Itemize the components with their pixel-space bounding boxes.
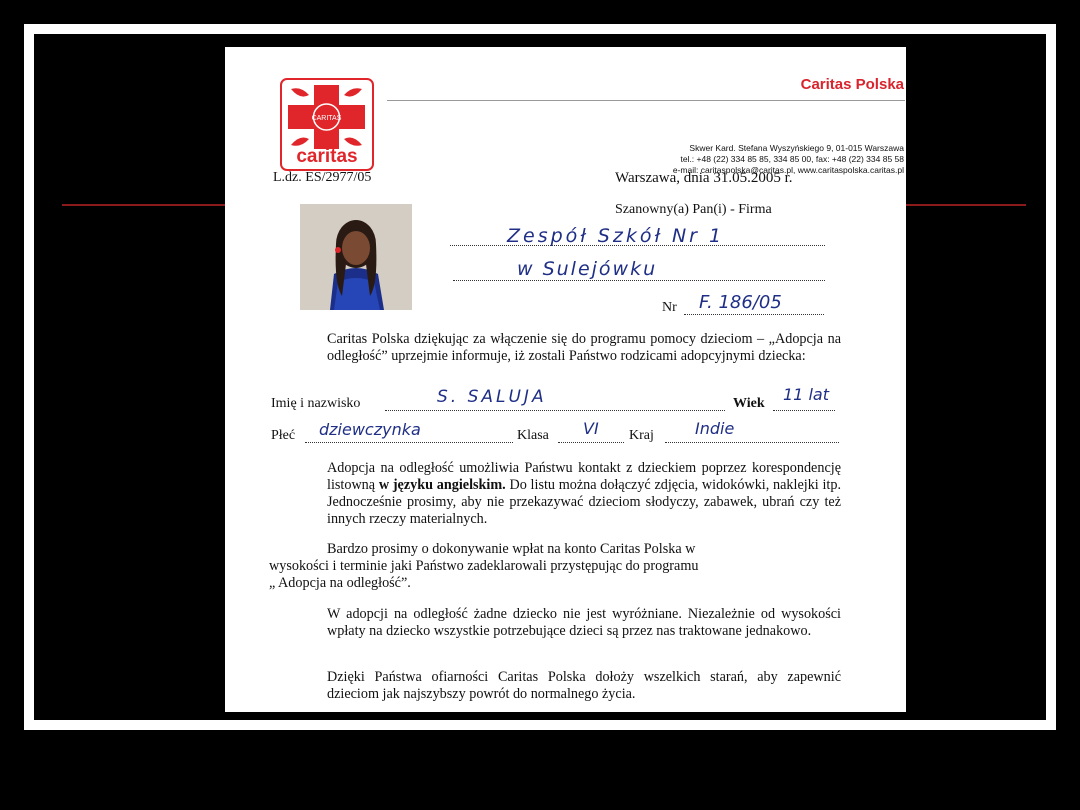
salutation: Szanowny(a) Pan(i) - Firma — [615, 202, 772, 217]
child-age: 11 lat — [783, 385, 829, 404]
payments-paragraph — [269, 541, 841, 592]
header-rule — [387, 100, 905, 101]
p4-text: W adopcji na odległość żadne dziecko nie jest wyróżniane. Niezależnie od wysokości wpłaty na dziecko wszystkie potrzebujące dzieci są przez nas traktowane jednakowo. — [327, 606, 841, 639]
address-line-2: tel.: +48 (22) 334 85 85, 334 85 00, fax: +48 (22) 334 85 58 — [680, 154, 904, 164]
child-class: VI — [583, 419, 599, 438]
closing-paragraph — [269, 669, 841, 703]
age-dots — [773, 409, 835, 411]
p5-text: Dzięki Państwa ofiarności Caritas Polska dołoży wszelkich starań, aby zapewnić dzieciom jak najszybszy powrót do normalnego życia. — [327, 669, 841, 702]
nr-value: F. 186/05 — [699, 292, 782, 313]
p2-text-end: Do listu można dołączyć zdjęcia, widokówki, naklejki itp. Jednocześnie prosimy, aby nie przekazywać dzieciom słodyczy, zabawek, ubrań czy też innych rzeczy materialnych. — [327, 477, 842, 527]
equality-paragraph — [269, 606, 841, 640]
nr-label: Nr — [662, 300, 677, 315]
country-dots — [665, 441, 839, 443]
intro-paragraph — [269, 331, 841, 365]
caritas-logo — [280, 78, 374, 171]
intro-text: Caritas Polska dziękując za włączenie się do programu pomocy dzieciom – „Adopcja na odległość” uprzejmie informuje, iż zostali Państwo rodzicami adopcyjnymi dziecka: — [327, 331, 841, 364]
country-label: Kraj — [629, 428, 654, 443]
name-dots — [385, 409, 725, 411]
name-label: Imię i nazwisko — [271, 396, 361, 411]
child-name: S. SALUJA — [437, 387, 547, 407]
svg-text:CARITAS: CARITAS — [311, 115, 342, 122]
sex-dots — [305, 441, 513, 443]
decorative-red-line-left — [62, 204, 232, 206]
class-dots — [558, 441, 624, 443]
nr-dots — [684, 313, 824, 315]
p3-line-1: Bardzo prosimy o dokonywanie wpłat na konto Caritas Polska w — [327, 541, 696, 557]
reference-number: L.dz. ES/2977/05 — [273, 170, 372, 185]
sex-label: Płeć — [271, 428, 296, 443]
child-photo — [300, 204, 412, 310]
letter-date: Warszawa, dnia 31.05.2005 r. — [615, 170, 793, 186]
p2-text-start: Adopcja na odległość umożliwia Państwu kontakt z dzieckiem poprzez korespondencję listowną — [327, 460, 841, 493]
address-line-3: e-mail: caritaspolska@caritas.pl, www.caritaspolska.caritas.pl — [672, 165, 904, 175]
decorative-red-line-right — [906, 204, 1026, 206]
address-line-1: Skwer Kard. Stefana Wyszyńskiego 9, 01-015 Warszawa — [689, 143, 904, 153]
p3-line-3: „ Adopcja na odległość”. — [269, 575, 411, 591]
child-country: Indie — [695, 419, 735, 438]
letter-document — [225, 47, 906, 712]
logo-wordmark: caritas — [296, 146, 358, 167]
p2-emphasis: w języku angielskim. — [378, 477, 506, 493]
recipient-line-2: w Sulejówku — [517, 258, 658, 280]
age-label: Wiek — [733, 396, 765, 411]
p3-line-2: wysokości i terminie jaki Państwo zadeklarowali przystępując do programu — [269, 558, 699, 574]
child-sex: dziewczynka — [319, 420, 421, 439]
class-label: Klasa — [517, 428, 549, 443]
caritas-cross-icon — [282, 83, 371, 151]
recipient-line-1: Zespół Szkół Nr 1 — [507, 225, 725, 247]
correspondence-paragraph — [269, 460, 841, 528]
brand-name: Caritas Polska — [800, 76, 904, 93]
